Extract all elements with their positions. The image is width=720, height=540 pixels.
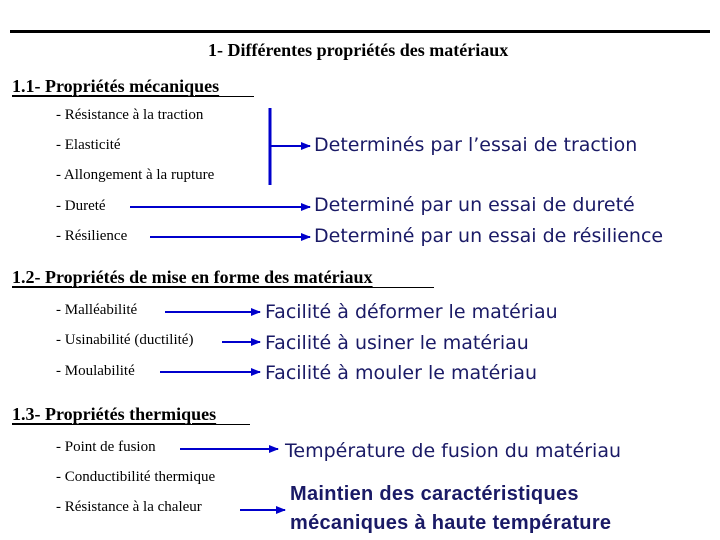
section-heading-thermal: 1.3- Propriétés thermiques [12, 404, 217, 424]
list-item: - Résistance à la traction [56, 107, 204, 123]
result-text: Température de fusion du matériau [285, 440, 622, 462]
list-item: - Conductibilité thermique [56, 469, 216, 485]
list-item: - Elasticité [56, 137, 121, 153]
list-item: - Dureté [56, 198, 106, 214]
result-text: Determinés par l’essai de traction [314, 134, 638, 156]
section-heading-forming: 1.2- Propriétés de mise en forme des matériaux [12, 267, 373, 287]
list-item: - Résilience [56, 228, 128, 244]
page-title: 1- Différentes propriétés des matériaux [208, 40, 509, 60]
section-heading-mechanical: 1.1- Propriétés mécaniques [12, 76, 220, 96]
result-text: Facilité à déformer le matériau [265, 301, 558, 323]
list-item: - Moulabilité [56, 363, 135, 379]
list-item: - Allongement à la rupture [56, 167, 215, 183]
list-item: - Malléabilité [56, 302, 138, 318]
list-item: - Usinabilité (ductilité) [56, 332, 194, 348]
result-text: Facilité à mouler le matériau [265, 362, 538, 384]
list-item: - Point de fusion [56, 439, 156, 455]
result-text: Determiné par un essai de résilience [314, 225, 664, 247]
result-text: Maintien des caractéristiques [290, 483, 579, 505]
result-text: mécaniques à haute température [290, 512, 612, 534]
list-item: - Résistance à la chaleur [56, 499, 202, 515]
result-text: Determiné par un essai de dureté [314, 194, 635, 216]
result-text: Facilité à usiner le matériau [265, 332, 529, 354]
